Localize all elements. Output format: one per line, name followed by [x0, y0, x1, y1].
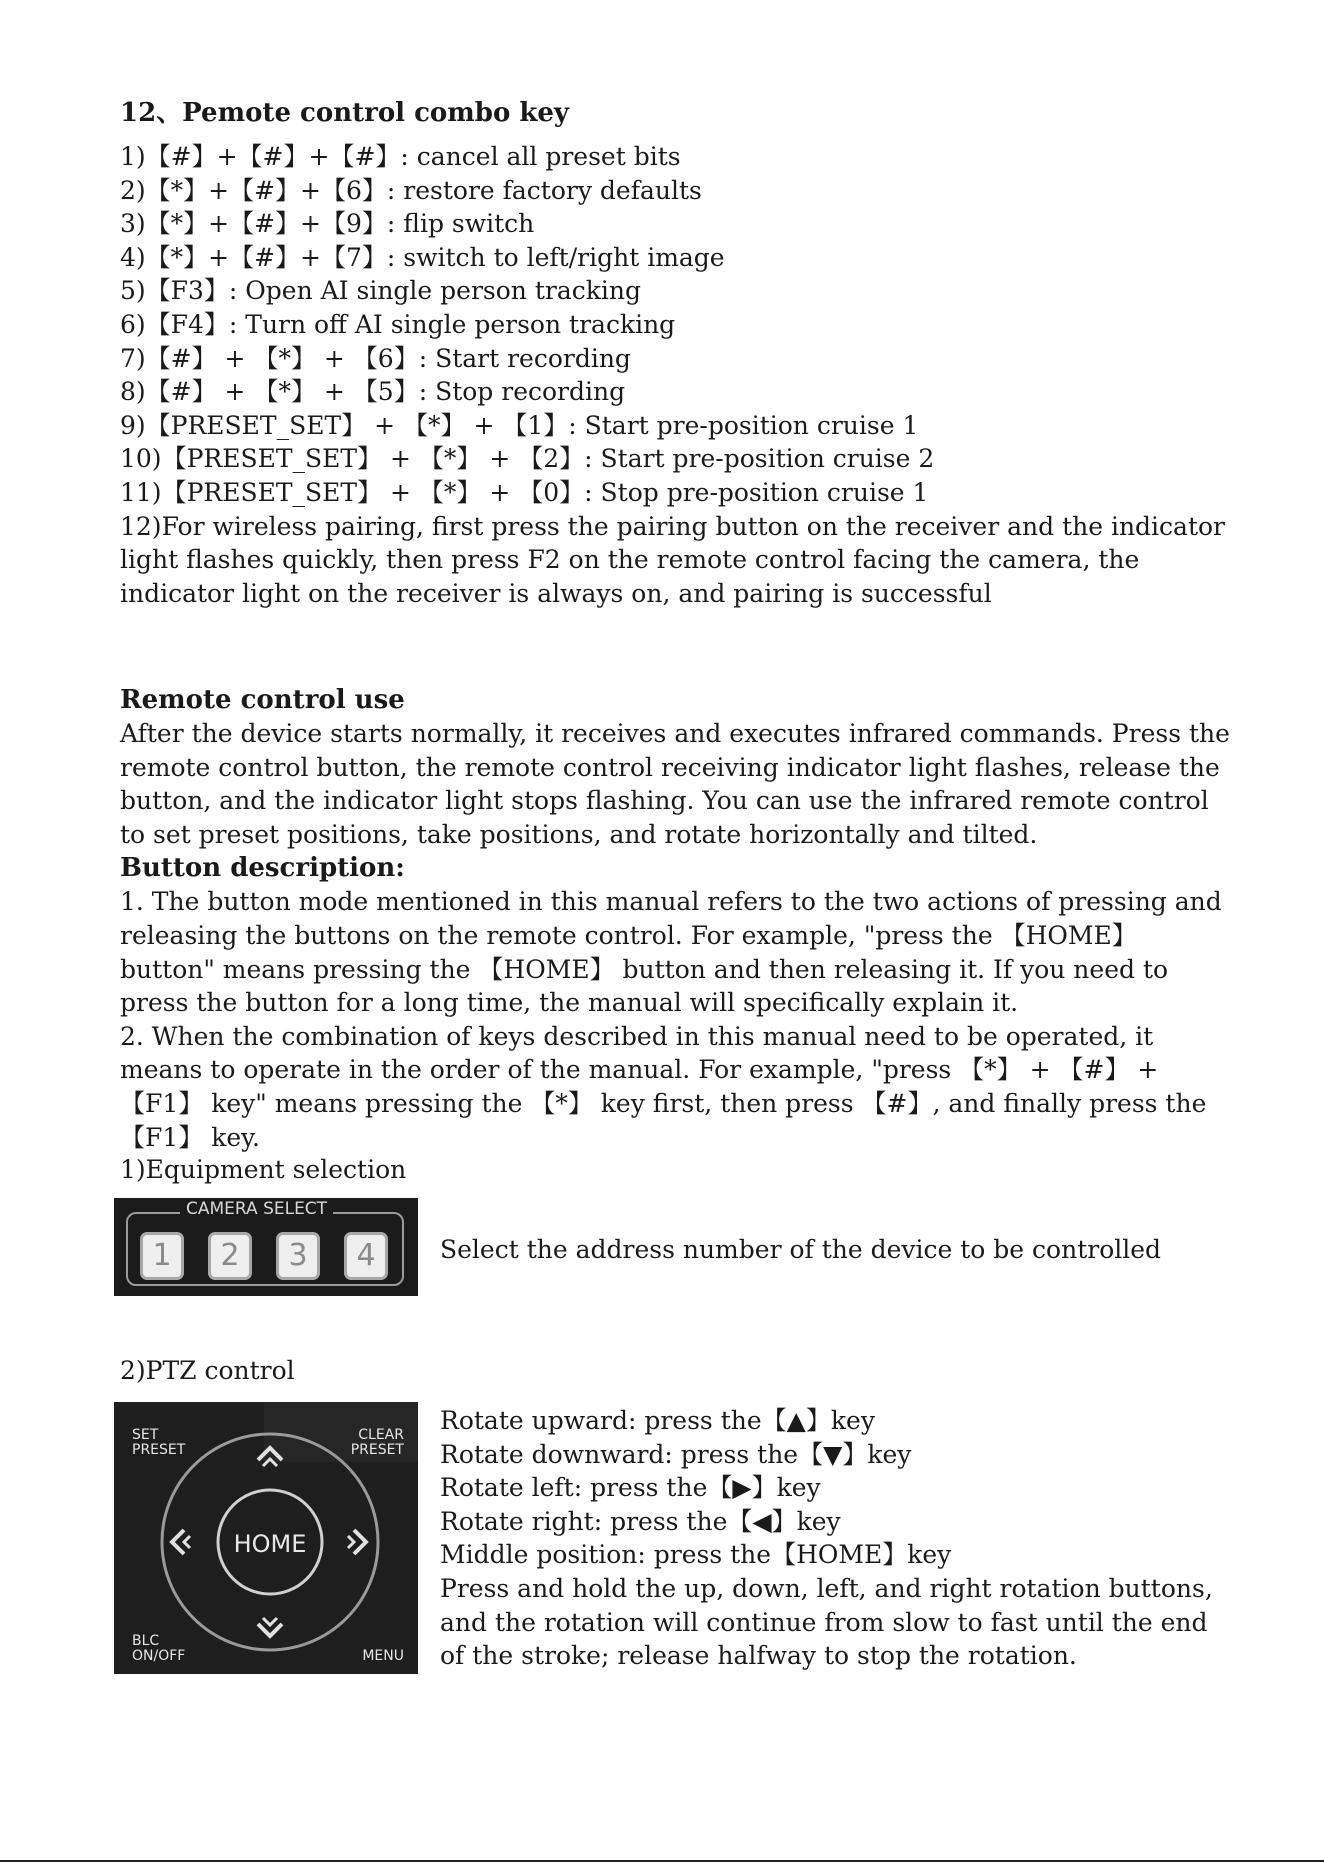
equipment-description: Select the address number of the device to be controlled	[440, 1235, 1162, 1264]
ptz-label: 2)PTZ control	[120, 1356, 295, 1385]
combo-item-10: 10)【PRESET_SET】 + 【*】 + 【2】: Start pre-position cruise 2	[120, 444, 935, 474]
set-preset-button[interactable]	[132, 1428, 185, 1458]
button-desc-p2: 2. When the combination of keys described in this manual need to be operated, it means to operate in the order of the manual. For example, "press 【*】 + 【#】 + 【F1】 key" means pressing the 【*】 key first, then press 【#】, and finally press the 【F1】 key.	[120, 1021, 1207, 1152]
camera-select-panel	[114, 1198, 418, 1296]
blc-line-2: ON/OFF	[132, 1648, 186, 1664]
combo-item-1: 1)【#】+【#】+【#】: cancel all preset bits	[120, 142, 681, 171]
set-preset-line-1: SET	[132, 1427, 159, 1443]
blc-button[interactable]	[132, 1634, 185, 1664]
camera-key-3[interactable]: 3	[276, 1232, 320, 1280]
combo-item-3: 3)【*】+【#】+【9】: flip switch	[120, 209, 535, 239]
set-preset-line-2: PRESET	[132, 1442, 186, 1458]
ptz-line-hold: Press and hold the up, down, left, and right rotation buttons, and the rotation will continue from slow to fast until the end of the stroke; release halfway to stop the rotation.	[440, 1573, 1213, 1671]
combo-item-4: 4)【*】+【#】+【7】: switch to left/right image	[120, 242, 725, 272]
button-desc-title: Button description:	[120, 853, 405, 884]
ptz-instructions	[440, 1404, 1220, 1673]
combo-list	[120, 140, 1230, 610]
remote-use-title: Remote control use	[120, 685, 405, 715]
combo-item-2: 2)【*】+【#】+【6】: restore factory defaults	[120, 175, 702, 205]
combo-item-11: 11)【PRESET_SET】 + 【*】 + 【0】: Stop pre-position cruise 1	[120, 477, 929, 507]
combo-item-6: 6)【F4】: Turn off AI single person tracking	[120, 309, 676, 339]
menu-button[interactable]: MENU	[362, 1648, 404, 1664]
equipment-label: 1)Equipment selection	[120, 1155, 407, 1184]
camera-key-2[interactable]: 2	[208, 1232, 252, 1280]
camera-key-4[interactable]: 4	[344, 1232, 388, 1280]
ptz-line-home: Middle position: press the【HOME】key	[440, 1540, 952, 1570]
combo-item-8: 8)【#】 + 【*】 + 【5】: Stop recording	[120, 377, 626, 407]
combo-item-12: 12)For wireless pairing, first press the pairing button on the receiver and the indicator light flashes quickly, then press F2 on the remote control facing the camera, the indicator light on the receiver is always on, and pairing is successful	[120, 511, 1226, 608]
ptz-line-down: Rotate downward: press the【▼】key	[440, 1439, 912, 1469]
home-button[interactable]: HOME	[233, 1530, 307, 1558]
remote-use-text: After the device starts normally, it receives and executes infrared commands. Press the remote control button, the remote control receiving indicator light flashes, release the button, and the indicator light stops flashing. You can use the infrared remote control to set preset positions, take positions, and rotate horizontally and tilted.	[120, 719, 1230, 849]
ptz-line-right: Rotate right: press the【◀】key	[440, 1506, 841, 1536]
camera-select-title: CAMERA SELECT	[180, 1198, 333, 1220]
button-desc-p1: 1. The button mode mentioned in this manual refers to the two actions of pressing and releasing the buttons on the remote control. For example, "press the 【HOME】 button" means pressing the 【HOME】 button and then releasing it. If you need to press the button for a long time, the manual will specifically explain it.	[120, 887, 1222, 1018]
combo-item-5: 5)【F3】: Open AI single person tracking	[120, 276, 641, 306]
blc-line-1: BLC	[132, 1633, 160, 1649]
bottom-rule	[0, 1860, 1324, 1862]
clear-preset-button[interactable]	[342, 1428, 404, 1458]
remote-use-section	[120, 683, 1230, 1154]
combo-section	[120, 96, 1230, 610]
combo-item-9: 9)【PRESET_SET】 + 【*】 + 【1】: Start pre-position cruise 1	[120, 410, 919, 440]
ptz-panel	[114, 1402, 418, 1674]
camera-key-1[interactable]: 1	[140, 1232, 184, 1280]
clear-preset-line-1: CLEAR	[358, 1427, 404, 1443]
clear-preset-line-2: PRESET	[350, 1442, 404, 1458]
ptz-line-left: Rotate left: press the【▶】key	[440, 1473, 821, 1503]
combo-item-7: 7)【#】 + 【*】 + 【6】: Start recording	[120, 343, 631, 373]
ptz-line-up: Rotate upward: press the【▲】key	[440, 1406, 875, 1435]
combo-title: 12、Pemote control combo key	[120, 98, 570, 128]
